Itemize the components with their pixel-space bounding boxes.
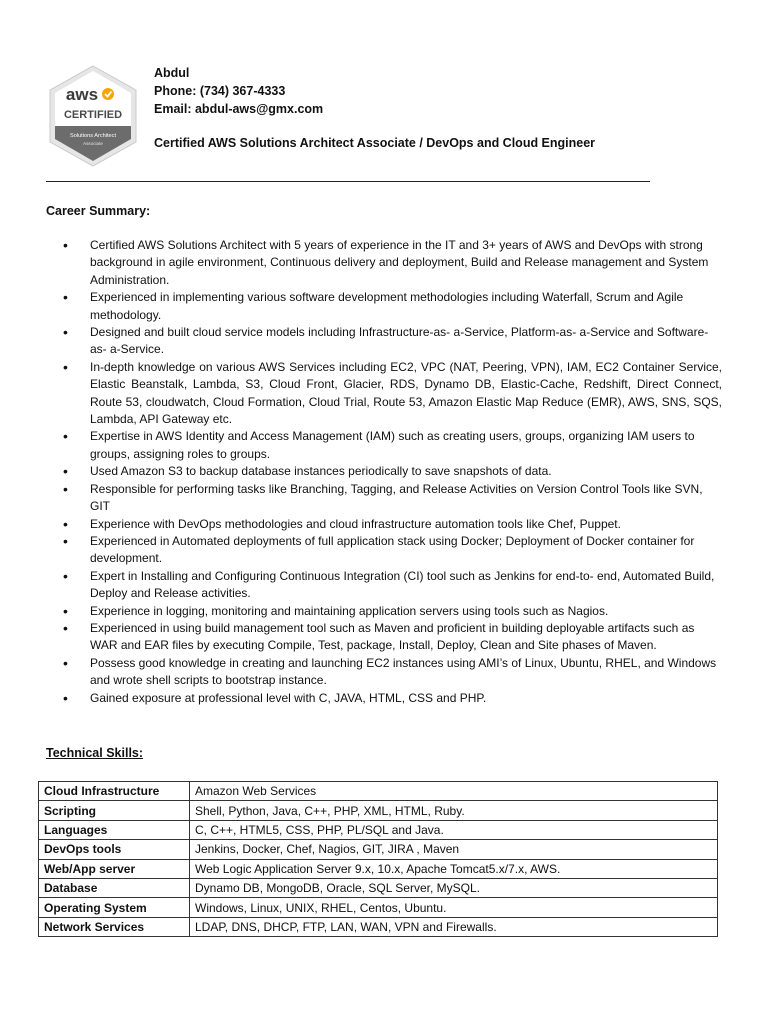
table-row — [39, 820, 718, 839]
professional-title: Certified AWS Solutions Architect Associate / DevOps and Cloud Engineer — [154, 136, 596, 150]
skill-category: DevOps tools — [39, 840, 190, 859]
badge-certified: CERTIFIED — [63, 109, 123, 121]
career-summary-list — [46, 237, 722, 707]
list-item: • Designed and built cloud service models including Infrastructure-as- a-Service, Platform-as- a-Service and Software-as- a-Service. — [46, 324, 722, 359]
list-item: • In-depth knowledge on various AWS Services including EC2, VPC (NAT, Peering, VPN), IAM, EC2 Container Service, Elastic Beanstalk, Lambda, S3, Cloud Front, Glacier, RDS, Dynamo DB, Elastic-Cache, Redshift, Direct Connect, Route 53, cloudwatch, Cloud Formation, Cloud Trial, Route 53, Amazon Elastic Map Reduce (EMR), AWS, SNS, SQS, Lambda, API Gateway etc. — [46, 359, 722, 429]
table-row — [39, 917, 718, 936]
badge-role: Solutions Architect — [69, 133, 117, 139]
badge-level: Associate — [83, 141, 103, 146]
skill-category: Database — [39, 878, 190, 897]
list-item: • Experienced in Automated deployments of full application stack using Docker; Deployment of Docker container for development. — [46, 533, 722, 568]
table-row — [39, 782, 718, 801]
aws-badge-shield-icon — [48, 64, 138, 168]
email-address: Email: abdul-aws@gmx.com — [154, 102, 324, 116]
skill-value: Dynamo DB, MongoDB, Oracle, SQL Server, MySQL. — [190, 878, 718, 897]
aws-certified-badge — [48, 64, 138, 168]
skill-value: Windows, Linux, UNIX, RHEL, Centos, Ubuntu. — [190, 898, 718, 917]
skill-value: Shell, Python, Java, C++, PHP, XML, HTML, Ruby. — [190, 801, 718, 820]
skill-value: Amazon Web Services — [190, 782, 718, 801]
career-summary-heading: Career Summary: — [46, 204, 151, 218]
phone-number: Phone: (734) 367-4333 — [154, 84, 286, 98]
list-item: • Experience in logging, monitoring and maintaining application servers using tools such as Nagios. — [46, 603, 722, 620]
skill-category: Languages — [39, 820, 190, 839]
list-item: • Experienced in using build management tool such as Maven and proficient in building deployable artifacts such as WAR and EAR files by executing Compile, Test, package, Install, Deploy, Clean and Site phases of Maven. — [46, 620, 722, 655]
list-item: • Possess good knowledge in creating and launching EC2 instances using AMI’s of Linux, Ubuntu, RHEL, and Windows and wrote shell scripts to bootstrap instance. — [46, 655, 722, 690]
list-item: • Certified AWS Solutions Architect with 5 years of experience in the IT and 3+ years of AWS and DevOps with strong background in agile environment, Continuous delivery and deployment, Build and Release management and System Administration. — [46, 237, 722, 289]
candidate-name: Abdul — [154, 66, 190, 80]
technical-skills-heading: Technical Skills: — [46, 746, 144, 760]
list-item: • Experienced in implementing various software development methodologies including Waterfall, Scrum and Agile methodology. — [46, 289, 722, 324]
skill-value: Web Logic Application Server 9.x, 10.x, Apache Tomcat5.x/7.x, AWS. — [190, 859, 718, 878]
badge-check-icon — [102, 88, 114, 100]
list-item: • Expert in Installing and Configuring Continuous Integration (CI) tool such as Jenkins for end-to- end, Automated Build, Deploy and Release activities. — [46, 568, 722, 603]
list-item: • Used Amazon S3 to backup database instances periodically to save snapshots of data. — [46, 463, 722, 480]
skill-category: Network Services — [39, 917, 190, 936]
list-item: • Experience with DevOps methodologies and cloud infrastructure automation tools like Chef, Puppet. — [46, 516, 722, 533]
list-item: • Responsible for performing tasks like Branching, Tagging, and Release Activities on Version Control Tools like SVN, GIT — [46, 481, 722, 516]
table-row — [39, 859, 718, 878]
technical-skills-table — [38, 781, 718, 937]
badge-brand: aws — [65, 85, 99, 104]
skill-category: Operating System — [39, 898, 190, 917]
table-row — [39, 840, 718, 859]
skill-value: C, C++, HTML5, CSS, PHP, PL/SQL and Java. — [190, 820, 718, 839]
skill-value: LDAP, DNS, DHCP, FTP, LAN, WAN, VPN and Firewalls. — [190, 917, 718, 936]
skill-category: Cloud Infrastructure — [39, 782, 190, 801]
list-item: • Gained exposure at professional level with C, JAVA, HTML, CSS and PHP. — [46, 690, 722, 707]
table-row — [39, 801, 718, 820]
table-row — [39, 898, 718, 917]
skill-category: Web/App server — [39, 859, 190, 878]
resume-header — [154, 64, 595, 152]
list-item: • Expertise in AWS Identity and Access Management (IAM) such as creating users, groups, organizing IAM users to groups, assigning roles to groups. — [46, 428, 722, 463]
table-row — [39, 878, 718, 897]
header-divider — [46, 181, 650, 182]
skill-value: Jenkins, Docker, Chef, Nagios, GIT, JIRA , Maven — [190, 840, 718, 859]
skill-category: Scripting — [39, 801, 190, 820]
